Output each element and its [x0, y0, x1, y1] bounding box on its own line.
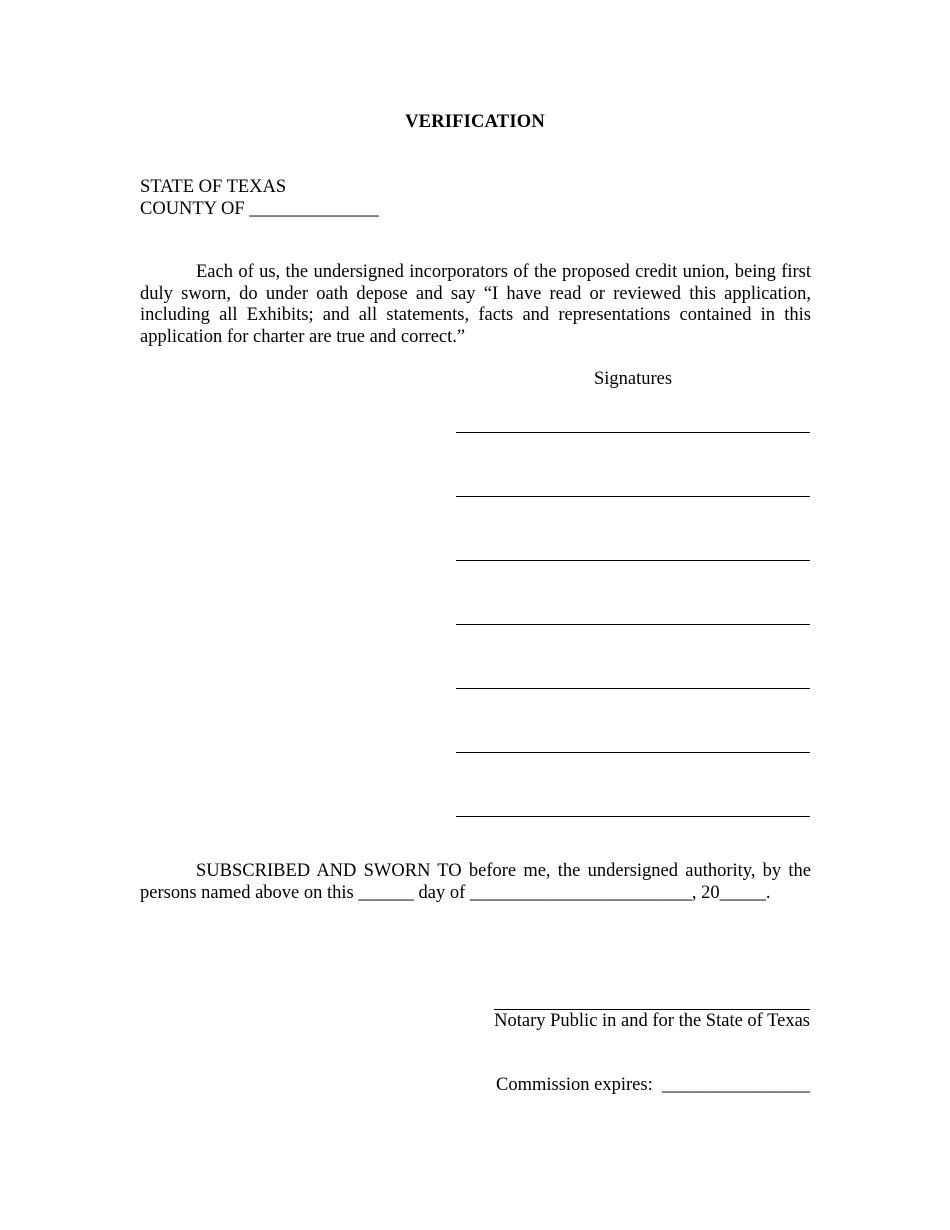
signature-line	[456, 688, 810, 689]
state-line: STATE OF TEXAS	[140, 177, 287, 197]
commission-expires: Commission expires: ________________	[496, 1075, 810, 1095]
venue-block	[140, 176, 379, 220]
document-title: VERIFICATION	[405, 112, 545, 132]
notary-signature-line	[494, 1009, 810, 1010]
signature-line	[456, 560, 810, 561]
signature-line	[456, 432, 810, 433]
signature-line	[456, 496, 810, 497]
oath-paragraph: Each of us, the undersigned incorporators of the proposed credit union, being first duly sworn, do under oath depose and say “I have read or reviewed this application, including all Exhibits; and all statements, facts and representations contained in this application for charter are true and correct.”	[140, 262, 811, 347]
notary-label: Notary Public in and for the State of Texas	[494, 1011, 810, 1031]
county-line: COUNTY OF ______________	[140, 199, 379, 219]
signatures-heading: Signatures	[593, 369, 673, 389]
signature-line	[456, 624, 810, 625]
signature-line	[456, 752, 810, 753]
signature-line	[456, 816, 810, 817]
subscribed-paragraph: SUBSCRIBED AND SWORN TO before me, the undersigned authority, by the persons named above on this ______ day of ________________________, 20_____.	[140, 861, 811, 903]
